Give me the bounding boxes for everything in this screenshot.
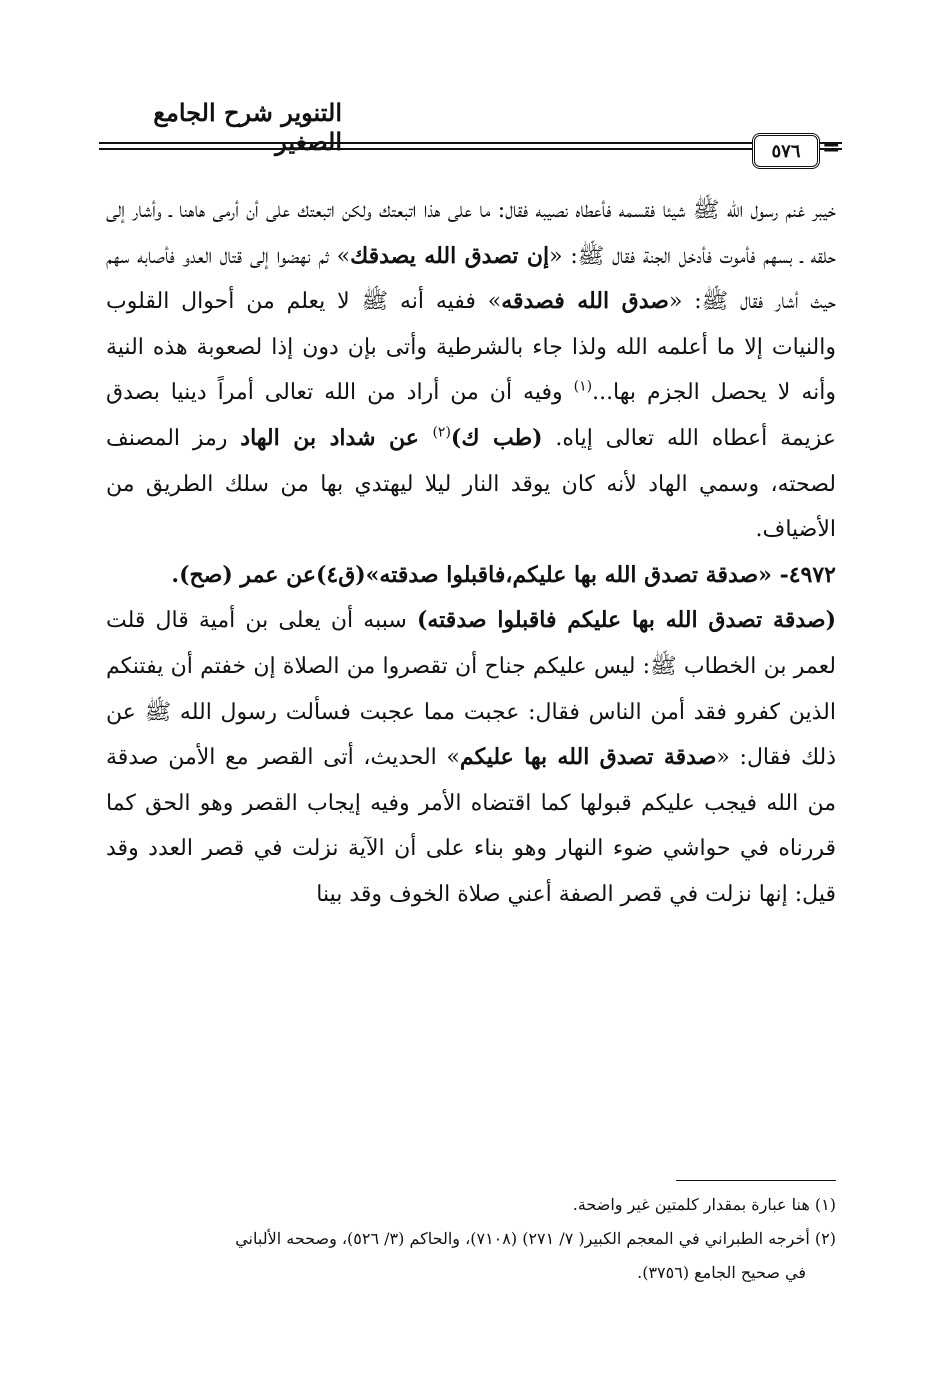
- footnote-2: (٢) أخرجه الطبراني في المعجم الكبير( ٧/ ٢٧١) (٧١٠٨)، والحاكم (٣/ ٥٢٦)، وصححه الألباني: [235, 1229, 836, 1248]
- footnote-rule: [676, 1180, 836, 1181]
- page-number: ٥٧٦: [752, 133, 820, 169]
- source-code: (طب ك): [450, 424, 543, 451]
- text-run: » الحديث، أتى القصر مع الأمن صدقة من الله فيجب عليكم قبولها كما اقتضاه الأمر وفيه إيجاب القصر وهو الحق كما قررناه في حواشي ضوء النهار وهو بناء على أن الآية نزلت في قصر العدد وقد قيل: إنها نزلت في قصر الصفة أعني صلاة الخوف وقد بينا: [106, 745, 836, 907]
- body-text: [106, 188, 836, 918]
- footnote-ref: (٢): [432, 424, 451, 441]
- text-run: رمز المصنف لصحته، وسمي الهاد لأنه كان يوقد النار ليلا ليهتدي بها من سلك الطريق من الأضياف.: [106, 425, 836, 543]
- header-rule: [99, 142, 842, 150]
- hadith-heading: (صدقة تصدق الله بها عليكم فاقبلوا صدقته): [416, 607, 837, 634]
- footnote-1: (١) هنا عبارة بمقدار كلمتين غير واضحة.: [572, 1195, 836, 1214]
- footnote-ref: (١): [573, 379, 593, 396]
- corner-mark: =: [822, 135, 841, 161]
- quoted-hadith: إن تصدق الله يصدقك: [350, 242, 550, 269]
- text-run: خيبر غنم رسول الله ﷺ شيئا فقسمه فأعطاه نصيبه فقال: ما على هذا اتبعتك ولكن اتبعتك على أن أرمى هاهنا ـ وأشار إلى حلقه ـ بسهم فأموت فأدخل الجنة فقال ﷺ: «: [106, 198, 836, 269]
- running-title: التنوير شرح الجامع الصغير: [153, 98, 342, 156]
- footnotes: [106, 1188, 836, 1290]
- paragraph-1: [106, 188, 836, 553]
- quoted-hadith: صدقة تصدق الله بها عليكم: [459, 744, 717, 771]
- quoted-hadith: صدق الله فصدقه: [501, 288, 669, 315]
- text-run: » ففيه أنه ﷺ لا يعلم من أحوال القلوب والنيات إلا ما أعلمه الله ولذا جاء بالشرطية وأتى بإن دون إذا لصعوبة هذه النية وأنه لا يحصل الجزم بها...: [106, 289, 836, 406]
- text-run: وفيه أن من أراد من الله تعالى أمراً دينيا بصدق عزيمة أعطاه الله تعالى إياه.: [106, 380, 836, 451]
- hadith-entry: ٤٩٧٢- «صدقة تصدق الله بها عليكم،فاقبلوا صدقته»(ق٤)عن عمر (صح).: [171, 561, 836, 588]
- footnote-2-continued: في صحيح الجامع (٣٧٥٦).: [637, 1263, 806, 1282]
- text-run: » ثم نهضوا إلى قتال العدو فأصابه سهم حيث أشار فقال ﷺ: «: [106, 243, 836, 315]
- text-run: سببه أن يعلى بن أمية قال قلت لعمر بن الخطاب ﷺ: ليس عليكم جناح أن تقصروا من الصلاة إن خفتم أن يفتنكم الذين كفرو فقد أمن الناس فقال: عجبت مما عجبت فسألت رسول الله ﷺ عن ذلك فقال: «: [106, 608, 837, 771]
- paragraph-2: [106, 598, 836, 917]
- narrator-name: عن شداد بن الهاد: [240, 424, 433, 451]
